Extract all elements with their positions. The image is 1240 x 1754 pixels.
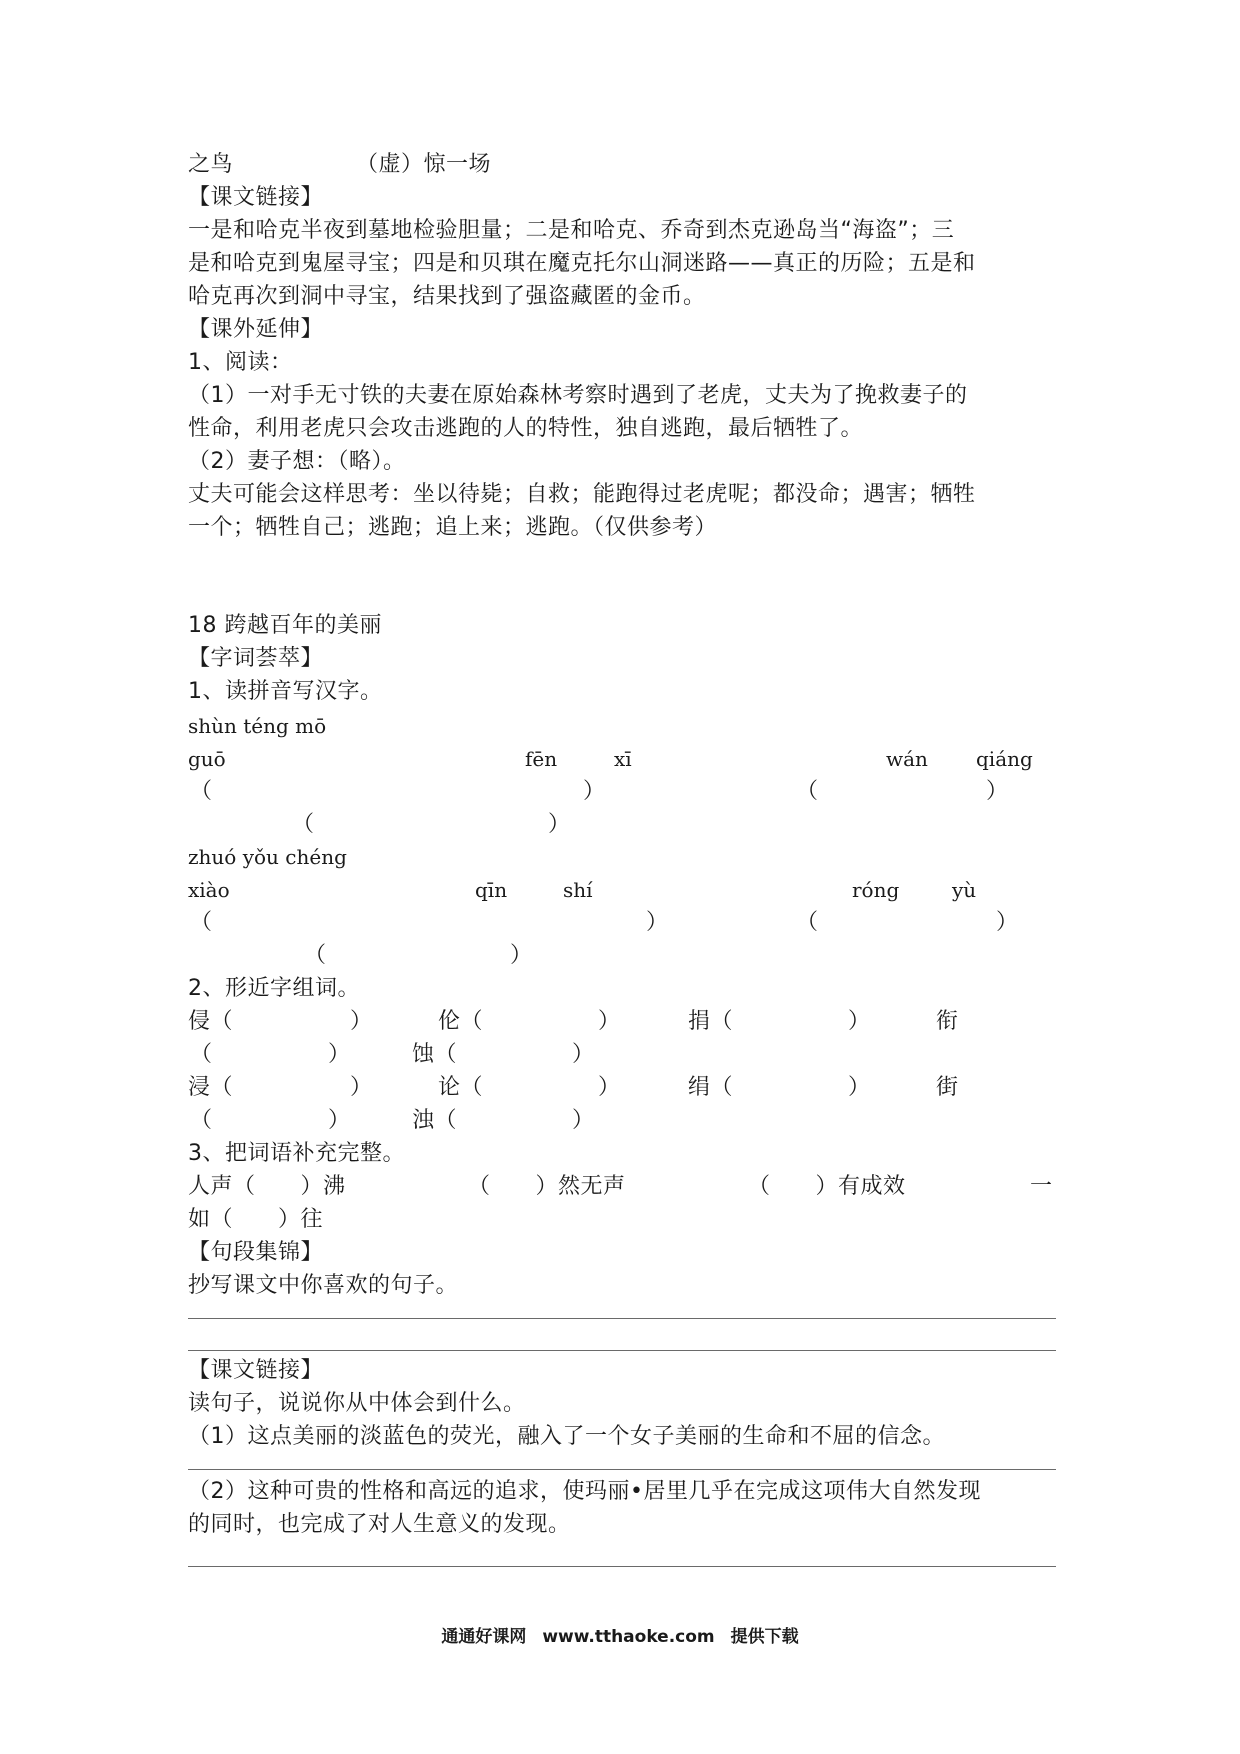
section-heading: 【课外延伸】 bbox=[188, 317, 324, 342]
answer-paren-left: （ bbox=[292, 812, 315, 837]
answer-line bbox=[188, 1318, 1056, 1319]
line-text: （虚）惊一场 bbox=[356, 152, 492, 177]
answer-paren-right: ） bbox=[328, 1042, 351, 1067]
pinyin-text: xī bbox=[614, 747, 632, 771]
answer-paren-left: （ bbox=[190, 1108, 213, 1133]
idiom-fill: 如（ ）往 bbox=[188, 1207, 324, 1232]
answer-paren-left: （ bbox=[304, 943, 327, 968]
answer-line bbox=[188, 1350, 1056, 1351]
char-item: 论（ bbox=[438, 1075, 484, 1100]
pinyin-text: xiào bbox=[188, 878, 230, 902]
answer-paren-right: ） bbox=[848, 1009, 871, 1034]
idiom-fill: （ ）然无声 bbox=[468, 1174, 626, 1199]
question-label: 读句子，说说你从中体会到什么。 bbox=[188, 1391, 526, 1416]
section-heading: 【字词荟萃】 bbox=[188, 646, 324, 671]
section-heading: 【句段集锦】 bbox=[188, 1240, 324, 1265]
answer-paren-right: ） bbox=[510, 943, 533, 968]
pinyin-text: shùn téng mō bbox=[188, 714, 327, 738]
page-footer bbox=[0, 1626, 1240, 1648]
answer-paren-left: （ bbox=[796, 779, 819, 804]
char-item: 浊（ bbox=[412, 1108, 458, 1133]
pinyin-text: shí bbox=[563, 878, 593, 902]
answer-paren-right: ） bbox=[598, 1009, 621, 1034]
section-heading: 【课文链接】 bbox=[188, 185, 324, 210]
answer-paren-left: （ bbox=[190, 1042, 213, 1067]
question-label: 抄写课文中你喜欢的句子。 bbox=[188, 1273, 459, 1298]
answer-paren-right: ） bbox=[583, 779, 606, 804]
idiom-fill: （ ）有成效 bbox=[748, 1174, 906, 1199]
paragraph-line: 性命，利用老虎只会攻击逃跑的人的特性，独自逃跑，最后牺牲了。 bbox=[188, 416, 864, 441]
pinyin-text: róng bbox=[852, 878, 900, 902]
line-text: 之鸟 bbox=[188, 152, 234, 177]
paragraph-line: 是和哈克到鬼屋寻宝；四是和贝琪在魔克托尔山洞迷路——真正的历险；五是和 bbox=[188, 251, 976, 276]
answer-paren-right: ） bbox=[350, 1009, 373, 1034]
question-label: 3、把词语补充完整。 bbox=[188, 1141, 405, 1166]
sentence-line: （1）这点美丽的淡蓝色的荧光，融入了一个女子美丽的生命和不屈的信念。 bbox=[188, 1424, 945, 1449]
paragraph-line: 丈夫可能会这样思考：坐以待毙；自救；能跑得过老虎呢；都没命；遇害；牺牲 bbox=[188, 482, 976, 507]
pinyin-text: guō bbox=[188, 747, 226, 771]
footer-download: 提供下载 bbox=[730, 1627, 799, 1647]
answer-paren-right: ） bbox=[328, 1108, 351, 1133]
char-item: 衔 bbox=[936, 1009, 959, 1034]
answer-paren-right: ） bbox=[572, 1042, 595, 1067]
pinyin-text: wán bbox=[886, 747, 928, 771]
char-item: 绢（ bbox=[688, 1075, 734, 1100]
answer-paren-right: ） bbox=[996, 910, 1019, 935]
answer-paren-right: ） bbox=[646, 910, 669, 935]
char-item: 蚀（ bbox=[412, 1042, 458, 1067]
answer-paren-left: （ bbox=[190, 779, 213, 804]
paragraph-line: 哈克再次到洞中寻宝，结果找到了强盗藏匿的金币。 bbox=[188, 284, 706, 309]
answer-line bbox=[188, 1566, 1056, 1567]
answer-paren-left: （ bbox=[796, 910, 819, 935]
pinyin-text: qīn bbox=[475, 878, 508, 902]
char-item: 侵（ bbox=[188, 1009, 234, 1034]
char-item: 浸（ bbox=[188, 1075, 234, 1100]
char-item: 街 bbox=[936, 1075, 959, 1100]
pinyin-text: zhuó yǒu chéng bbox=[188, 845, 347, 869]
char-item: 伦（ bbox=[438, 1009, 484, 1034]
paragraph-line: 一个；牺牲自己；逃跑；追上来；逃跑。（仅供参考） bbox=[188, 515, 718, 540]
answer-paren-right: ） bbox=[598, 1075, 621, 1100]
footer-url[interactable]: www.tthaoke.com bbox=[542, 1627, 715, 1647]
sentence-line: 的同时，也完成了对人生意义的发现。 bbox=[188, 1512, 571, 1537]
footer-site: 通通好课网 bbox=[441, 1627, 527, 1647]
answer-paren-right: ） bbox=[848, 1075, 871, 1100]
pinyin-text: fēn bbox=[525, 747, 558, 771]
answer-line bbox=[188, 1469, 1056, 1470]
question-label: 1、阅读： bbox=[188, 350, 293, 375]
char-item: 捐（ bbox=[688, 1009, 734, 1034]
sentence-line: （2）这种可贵的性格和高远的追求，使玛丽•居里几乎在完成这项伟大自然发现 bbox=[188, 1479, 981, 1504]
section-heading: 【课文链接】 bbox=[188, 1358, 324, 1383]
question-label: 2、形近字组词。 bbox=[188, 976, 360, 1001]
answer-paren-left: （ bbox=[190, 910, 213, 935]
pinyin-text: qiáng bbox=[976, 747, 1033, 771]
lesson-title: 18 跨越百年的美丽 bbox=[188, 613, 382, 638]
pinyin-text: yù bbox=[952, 878, 977, 902]
answer-paren-right: ） bbox=[548, 812, 571, 837]
answer-paren-right: ） bbox=[350, 1075, 373, 1100]
paragraph-line: 一是和哈克半夜到墓地检验胆量；二是和哈克、乔奇到杰克逊岛当“海盗”；三 bbox=[188, 218, 955, 243]
answer-paren-right: ） bbox=[572, 1108, 595, 1133]
paragraph-line: （1）一对手无寸铁的夫妻在原始森林考察时遇到了老虎，丈夫为了挽救妻子的 bbox=[188, 383, 968, 408]
idiom-fill: 一 bbox=[1030, 1174, 1053, 1199]
question-label: 1、读拼音写汉字。 bbox=[188, 679, 383, 704]
idiom-fill: 人声（ ）沸 bbox=[188, 1174, 346, 1199]
paragraph-line: （2）妻子想：（略）。 bbox=[188, 449, 406, 474]
answer-paren-right: ） bbox=[986, 779, 1009, 804]
